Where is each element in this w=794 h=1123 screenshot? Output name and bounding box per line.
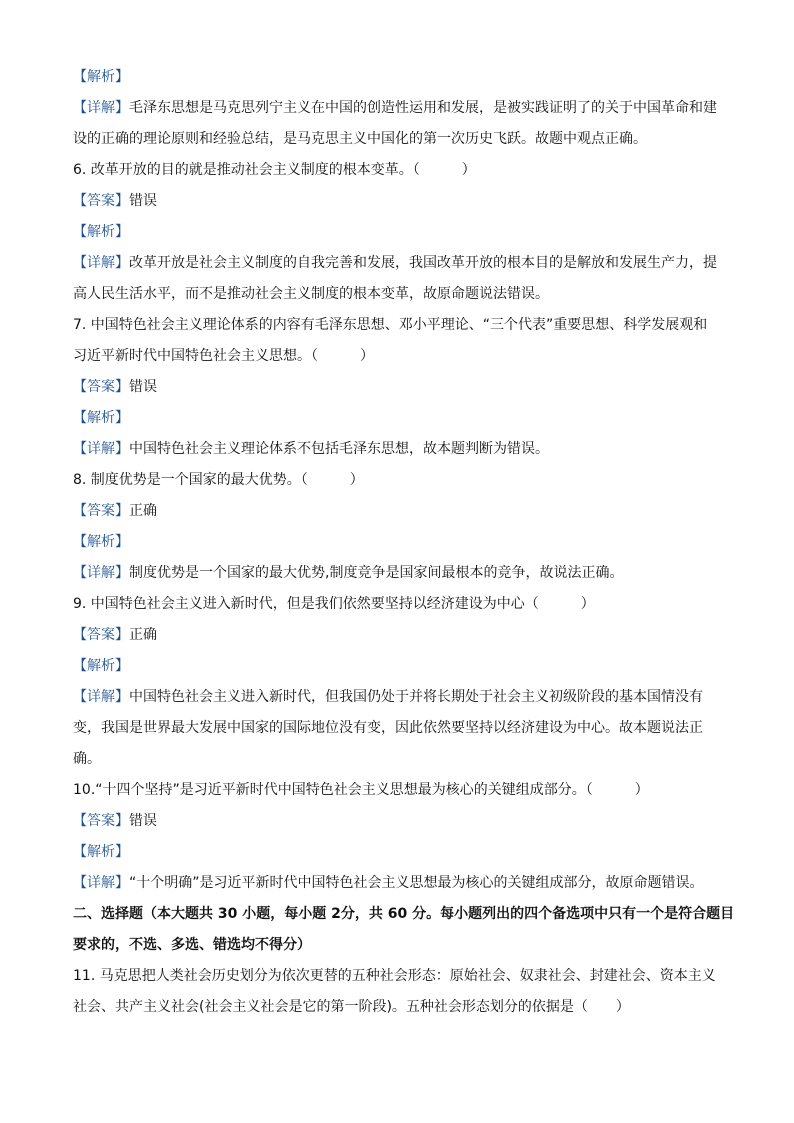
detail-line: [73, 682, 723, 713]
question-text: 社会、共产主义社会(社会主义社会是它的第一阶段)。五种社会形态划分的依据是（ ）: [73, 999, 630, 1015]
section-title: [73, 899, 735, 930]
detail-text: “十个明确”是习近平新时代中国特色社会主义思想最为核心的关键组成部分，故原命题错误。: [129, 875, 704, 891]
section-title-text: 要求的，不选、多选、错选均不得分）: [73, 937, 311, 953]
question-6: [73, 155, 723, 186]
analysis-tag: 【解析】: [73, 224, 129, 240]
answer-value: 正确: [129, 503, 157, 519]
analysis-label: [73, 217, 723, 248]
detail-text: 制度优势是一个国家的最大优势,制度竞争是国家间最根本的竞争，故说法正确。: [129, 565, 624, 581]
answer-line: [73, 186, 723, 217]
detail-tag: 【详解】: [73, 441, 129, 457]
question-text: 11. 马克思把人类社会历史划分为依次更替的五种社会形态：原始社会、奴隶社会、封建社会、资本主义: [73, 968, 716, 984]
answer-tag: 【答案】: [73, 813, 129, 829]
answer-tag: 【答案】: [73, 503, 129, 519]
question-text: 9. 中国特色社会主义进入新时代，但是我们依然要坚持以经济建设为中心（ ）: [73, 596, 595, 612]
question-text: 7. 中国特色社会主义理论体系的内容有毛泽东思想、邓小平理论、“三个代表”重要思想、科学发展观和: [73, 317, 708, 333]
analysis-tag: 【解析】: [73, 69, 129, 85]
section-title-text: 二、选择题（本大题共 30 小题，每小题 2分，共 60 分。每小题列出的四个备选项中只有一个是符合题目: [73, 906, 735, 922]
analysis-label: [73, 527, 723, 558]
detail-text: 改革开放是社会主义制度的自我完善和发展，我国改革开放的根本目的是解放和发展生产力，提: [129, 255, 717, 271]
detail-text: 中国特色社会主义理论体系不包括毛泽东思想，故本题判断为错误。: [129, 441, 549, 457]
detail-text: 中国特色社会主义进入新时代，但我国仍处于并将长期处于社会主义初级阶段的基本国情没有: [129, 689, 703, 705]
answer-tag: 【答案】: [73, 193, 129, 209]
answer-value: 正确: [129, 627, 157, 643]
detail-line: [73, 279, 723, 310]
question-7-cont: [73, 341, 723, 372]
detail-text: 设的正确的理论原则和经验总结，是马克思主义中国化的第一次历史飞跃。故题中观点正确。: [73, 131, 647, 147]
answer-value: 错误: [129, 813, 157, 829]
analysis-label: [73, 62, 723, 93]
detail-line: [73, 434, 723, 465]
detail-line: [73, 713, 723, 744]
detail-line: [73, 558, 723, 589]
document-page: [73, 62, 735, 1023]
detail-tag: 【详解】: [73, 565, 129, 581]
detail-tag: 【详解】: [73, 875, 129, 891]
detail-text: 高人民生活水平，而不是推动社会主义制度的根本变革，故原命题说法错误。: [73, 286, 549, 302]
analysis-label: [73, 651, 723, 682]
detail-line: [73, 868, 723, 899]
analysis-tag: 【解析】: [73, 534, 129, 550]
question-text: 6. 改革开放的目的就是推动社会主义制度的根本变革。（ ）: [73, 162, 476, 178]
answer-tag: 【答案】: [73, 379, 129, 395]
answer-tag: 【答案】: [73, 627, 129, 643]
question-text: 10.“十四个坚持”是习近平新时代中国特色社会主义思想最为核心的关键组成部分。（ ）: [73, 782, 649, 798]
section-title-cont: [73, 930, 723, 961]
question-11-cont: [73, 992, 723, 1023]
analysis-tag: 【解析】: [73, 844, 129, 860]
detail-line: [73, 93, 723, 124]
question-9: [73, 589, 723, 620]
analysis-tag: 【解析】: [73, 658, 129, 674]
answer-line: [73, 372, 723, 403]
answer-line: [73, 496, 723, 527]
answer-value: 错误: [129, 193, 157, 209]
question-10: [73, 775, 723, 806]
answer-line: [73, 806, 723, 837]
analysis-label: [73, 403, 723, 434]
analysis-label: [73, 837, 723, 868]
detail-line: [73, 248, 723, 279]
detail-text: 确。: [73, 751, 101, 767]
detail-tag: 【详解】: [73, 255, 129, 271]
detail-line: [73, 124, 723, 155]
question-text: 习近平新时代中国特色社会主义思想。（ ）: [73, 348, 374, 364]
detail-line: [73, 744, 723, 775]
question-text: 8. 制度优势是一个国家的最大优势。（ ）: [73, 472, 364, 488]
detail-text: 变，我国是世界最大发展中国家的国际地位没有变，因此依然要坚持以经济建设为中心。故本题说法正: [73, 720, 703, 736]
answer-value: 错误: [129, 379, 157, 395]
analysis-tag: 【解析】: [73, 410, 129, 426]
detail-tag: 【详解】: [73, 689, 129, 705]
question-7: [73, 310, 723, 341]
detail-tag: 【详解】: [73, 100, 129, 116]
question-11: [73, 961, 723, 992]
detail-text: 毛泽东思想是马克思列宁主义在中国的创造性运用和发展，是被实践证明了的关于中国革命和建: [129, 100, 717, 116]
answer-line: [73, 620, 723, 651]
question-8: [73, 465, 723, 496]
